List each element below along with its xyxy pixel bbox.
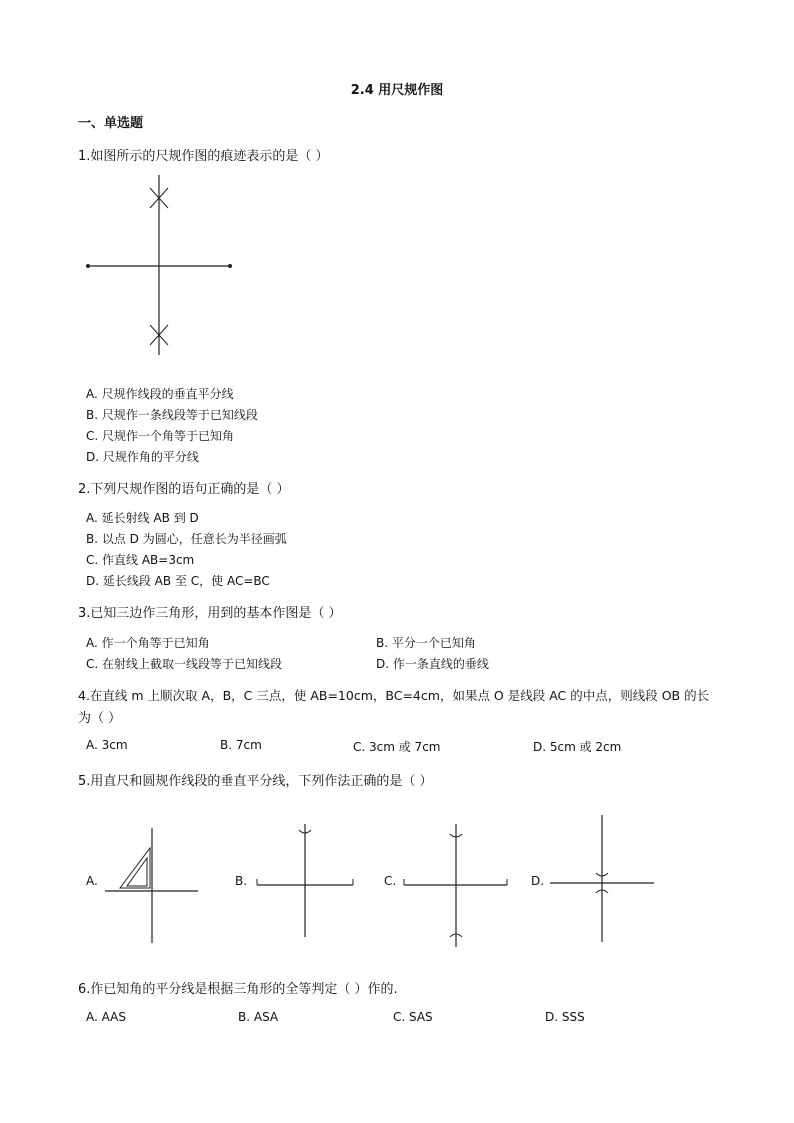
question-4-option-c[interactable]: C. 3cm 或 7cm bbox=[353, 740, 441, 754]
question-6-stem: 6.作已知角的平分线是根据三角形的全等判定（ ）作的. bbox=[78, 982, 398, 997]
question-3-option-c[interactable]: C. 在射线上截取一线段等于已知线段 bbox=[86, 657, 283, 671]
question-6-option-c[interactable]: C. SAS bbox=[393, 1010, 433, 1024]
question-4-option-d[interactable]: D. 5cm 或 2cm bbox=[533, 740, 622, 754]
question-6-option-b[interactable]: B. ASA bbox=[238, 1010, 279, 1024]
question-4-option-b[interactable]: B. 7cm bbox=[220, 738, 262, 752]
question-3-option-d[interactable]: D. 作一条直线的垂线 bbox=[376, 657, 489, 671]
question-3-option-a[interactable]: A. 作一个角等于已知角 bbox=[86, 636, 210, 650]
question-3-stem: 3.已知三边作三角形，用到的基本作图是（ ） bbox=[78, 606, 342, 621]
question-5-option-a-figure[interactable] bbox=[100, 828, 205, 948]
page-title: 2.4 用尺规作图 bbox=[350, 83, 444, 98]
question-5-option-b-label[interactable]: B. bbox=[235, 874, 248, 888]
question-6-option-d[interactable]: D. SSS bbox=[545, 1010, 585, 1024]
question-2-option-c[interactable]: C. 作直线 AB=3cm bbox=[86, 553, 195, 567]
question-6-option-a[interactable]: A. AAS bbox=[86, 1010, 126, 1024]
question-1-figure bbox=[80, 175, 250, 360]
question-3-option-b[interactable]: B. 平分一个已知角 bbox=[376, 636, 476, 650]
question-5-option-a-label[interactable]: A. bbox=[86, 874, 98, 888]
question-4-stem-line1: 4.在直线 m 上顺次取 A，B，C 三点，使 AB=10cm，BC=4cm，如果点 O 是线段 AC 的中点，则线段 OB 的长 bbox=[78, 688, 710, 703]
question-2-option-a[interactable]: A. 延长射线 AB 到 D bbox=[86, 511, 199, 525]
section-heading: 一、单选题 bbox=[78, 116, 144, 131]
question-1-option-a[interactable]: A. 尺规作线段的垂直平分线 bbox=[86, 387, 234, 401]
question-1-option-d[interactable]: D. 尺规作角的平分线 bbox=[86, 450, 199, 464]
question-1-option-c[interactable]: C. 尺规作一个角等于已知角 bbox=[86, 429, 235, 443]
question-2-option-b[interactable]: B. 以点 D 为圆心，任意长为半径画弧 bbox=[86, 532, 287, 546]
question-5-option-b-figure[interactable] bbox=[255, 822, 360, 942]
question-5-option-d-figure[interactable] bbox=[548, 815, 658, 945]
question-5-option-d-label[interactable]: D. bbox=[531, 874, 545, 888]
question-5-option-c-figure[interactable] bbox=[402, 822, 512, 950]
question-4-option-a[interactable]: A. 3cm bbox=[86, 738, 128, 752]
question-4-stem-line2: 为（ ） bbox=[78, 711, 122, 726]
question-5-option-c-label[interactable]: C. bbox=[384, 874, 397, 888]
question-2-option-d[interactable]: D. 延长线段 AB 至 C，使 AC=BC bbox=[86, 574, 270, 588]
question-1-option-b[interactable]: B. 尺规作一条线段等于已知线段 bbox=[86, 408, 258, 422]
question-5-stem: 5.用直尺和圆规作线段的垂直平分线，下列作法正确的是（ ） bbox=[78, 774, 433, 789]
question-1-stem: 1.如图所示的尺规作图的痕迹表示的是（ ） bbox=[78, 149, 329, 164]
question-2-stem: 2.下列尺规作图的语句正确的是（ ） bbox=[78, 482, 290, 497]
